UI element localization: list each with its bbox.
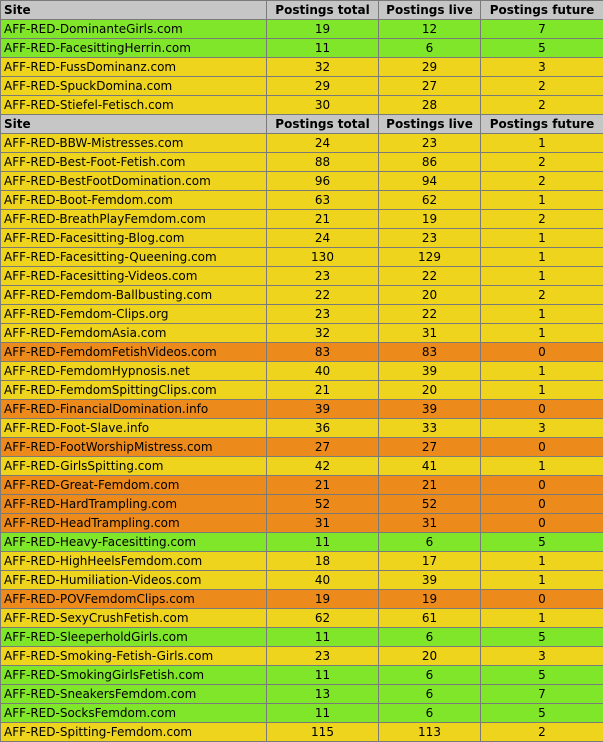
postings-future-cell: 0	[481, 438, 603, 457]
site-cell: AFF-RED-Humiliation-Videos.com	[1, 571, 267, 590]
postings-live-cell: 22	[379, 267, 481, 286]
postings-future-cell: 3	[481, 647, 603, 666]
postings-total-cell: 63	[267, 191, 379, 210]
postings-future-cell: 0	[481, 514, 603, 533]
header-row	[1, 1, 603, 20]
postings-future-cell: 2	[481, 723, 603, 742]
site-cell: AFF-RED-Heavy-Facesitting.com	[1, 533, 267, 552]
site-cell: AFF-RED-Facesitting-Videos.com	[1, 267, 267, 286]
table-row	[1, 96, 603, 115]
postings-total-cell: 24	[267, 134, 379, 153]
postings-total-cell: 18	[267, 552, 379, 571]
postings-total-cell: 40	[267, 362, 379, 381]
postings-live-cell: 52	[379, 495, 481, 514]
table-row	[1, 666, 603, 685]
postings-total-cell: 11	[267, 628, 379, 647]
postings-total-cell: 27	[267, 438, 379, 457]
postings-live-cell: 22	[379, 305, 481, 324]
postings-future-cell: 1	[481, 229, 603, 248]
site-cell: AFF-RED-SmokingGirlsFetish.com	[1, 666, 267, 685]
postings-total-cell: 23	[267, 267, 379, 286]
postings-total-cell: 22	[267, 286, 379, 305]
postings-future-cell: 5	[481, 666, 603, 685]
postings-total-cell: 13	[267, 685, 379, 704]
postings-total-cell: 11	[267, 666, 379, 685]
site-cell: AFF-RED-FinancialDomination.info	[1, 400, 267, 419]
postings-total-cell: 29	[267, 77, 379, 96]
postings-live-cell: 19	[379, 590, 481, 609]
postings-future-cell: 1	[481, 134, 603, 153]
postings-future-cell: 2	[481, 210, 603, 229]
postings-live-cell: 27	[379, 438, 481, 457]
site-cell: AFF-RED-HighHeelsFemdom.com	[1, 552, 267, 571]
postings-future-cell: 2	[481, 153, 603, 172]
postings-live-cell: 39	[379, 362, 481, 381]
postings-total-cell: 19	[267, 590, 379, 609]
column-header-postings-future: Postings future	[481, 1, 603, 20]
postings-future-cell: 5	[481, 628, 603, 647]
table-row	[1, 134, 603, 153]
postings-total-cell: 130	[267, 248, 379, 267]
postings-total-cell: 32	[267, 324, 379, 343]
table-row	[1, 324, 603, 343]
postings-total-cell: 19	[267, 20, 379, 39]
table-row	[1, 476, 603, 495]
postings-live-cell: 6	[379, 533, 481, 552]
table-row	[1, 77, 603, 96]
postings-future-cell: 5	[481, 533, 603, 552]
postings-future-cell: 2	[481, 96, 603, 115]
postings-total-cell: 23	[267, 305, 379, 324]
postings-future-cell: 2	[481, 77, 603, 96]
postings-live-cell: 29	[379, 58, 481, 77]
postings-future-cell: 7	[481, 685, 603, 704]
postings-future-cell: 1	[481, 571, 603, 590]
postings-future-cell: 2	[481, 172, 603, 191]
postings-live-cell: 94	[379, 172, 481, 191]
table-row	[1, 457, 603, 476]
postings-future-cell: 1	[481, 248, 603, 267]
table-row	[1, 286, 603, 305]
site-cell: AFF-RED-HardTrampling.com	[1, 495, 267, 514]
site-cell: AFF-RED-BreathPlayFemdom.com	[1, 210, 267, 229]
table-row	[1, 343, 603, 362]
postings-live-cell: 61	[379, 609, 481, 628]
postings-total-cell: 31	[267, 514, 379, 533]
postings-total-cell: 32	[267, 58, 379, 77]
postings-total-cell: 88	[267, 153, 379, 172]
postings-future-cell: 0	[481, 590, 603, 609]
site-cell: AFF-RED-SexyCrushFetish.com	[1, 609, 267, 628]
postings-live-cell: 31	[379, 324, 481, 343]
table-row	[1, 438, 603, 457]
postings-future-cell: 1	[481, 609, 603, 628]
site-cell: AFF-RED-Spitting-Femdom.com	[1, 723, 267, 742]
site-cell: AFF-RED-SocksFemdom.com	[1, 704, 267, 723]
table-row	[1, 58, 603, 77]
site-cell: AFF-RED-FussDominanz.com	[1, 58, 267, 77]
table-row	[1, 514, 603, 533]
postings-live-cell: 28	[379, 96, 481, 115]
postings-live-cell: 113	[379, 723, 481, 742]
postings-table-body	[1, 1, 603, 742]
postings-total-cell: 40	[267, 571, 379, 590]
postings-live-cell: 20	[379, 647, 481, 666]
table-row	[1, 229, 603, 248]
postings-live-cell: 17	[379, 552, 481, 571]
postings-live-cell: 6	[379, 666, 481, 685]
postings-live-cell: 19	[379, 210, 481, 229]
postings-total-cell: 11	[267, 39, 379, 58]
site-cell: AFF-RED-Best-Foot-Fetish.com	[1, 153, 267, 172]
column-header-postings-total: Postings total	[267, 115, 379, 134]
table-row	[1, 647, 603, 666]
postings-future-cell: 1	[481, 362, 603, 381]
postings-total-cell: 11	[267, 704, 379, 723]
postings-future-cell: 0	[481, 343, 603, 362]
postings-future-cell: 1	[481, 305, 603, 324]
postings-future-cell: 1	[481, 324, 603, 343]
site-cell: AFF-RED-FemdomSpittingClips.com	[1, 381, 267, 400]
postings-live-cell: 86	[379, 153, 481, 172]
table-row	[1, 172, 603, 191]
site-cell: AFF-RED-SpuckDomina.com	[1, 77, 267, 96]
postings-total-cell: 11	[267, 533, 379, 552]
table-row	[1, 419, 603, 438]
postings-total-cell: 39	[267, 400, 379, 419]
postings-live-cell: 39	[379, 400, 481, 419]
postings-total-cell: 23	[267, 647, 379, 666]
table-row	[1, 381, 603, 400]
table-row	[1, 267, 603, 286]
table-row	[1, 704, 603, 723]
site-cell: AFF-RED-Facesitting-Blog.com	[1, 229, 267, 248]
postings-live-cell: 129	[379, 248, 481, 267]
column-header-site: Site	[1, 1, 267, 20]
postings-total-cell: 21	[267, 476, 379, 495]
site-cell: AFF-RED-POVFemdomClips.com	[1, 590, 267, 609]
table-row	[1, 685, 603, 704]
site-cell: AFF-RED-FemdomFetishVideos.com	[1, 343, 267, 362]
site-cell: AFF-RED-FemdomAsia.com	[1, 324, 267, 343]
postings-future-cell: 2	[481, 286, 603, 305]
postings-live-cell: 6	[379, 685, 481, 704]
postings-future-cell: 1	[481, 191, 603, 210]
postings-future-cell: 7	[481, 20, 603, 39]
site-cell: AFF-RED-SneakersFemdom.com	[1, 685, 267, 704]
header-row	[1, 115, 603, 134]
postings-future-cell: 1	[481, 552, 603, 571]
postings-future-cell: 5	[481, 39, 603, 58]
postings-total-cell: 36	[267, 419, 379, 438]
postings-total-cell: 21	[267, 381, 379, 400]
postings-live-cell: 41	[379, 457, 481, 476]
table-row	[1, 153, 603, 172]
postings-future-cell: 1	[481, 267, 603, 286]
column-header-postings-total: Postings total	[267, 1, 379, 20]
site-cell: AFF-RED-Facesitting-Queening.com	[1, 248, 267, 267]
site-cell: AFF-RED-FacesittingHerrin.com	[1, 39, 267, 58]
postings-future-cell: 5	[481, 704, 603, 723]
table-row	[1, 628, 603, 647]
column-header-postings-future: Postings future	[481, 115, 603, 134]
postings-live-cell: 6	[379, 628, 481, 647]
site-cell: AFF-RED-BestFootDomination.com	[1, 172, 267, 191]
table-row	[1, 723, 603, 742]
site-cell: AFF-RED-Stiefel-Fetisch.com	[1, 96, 267, 115]
postings-future-cell: 0	[481, 495, 603, 514]
table-row	[1, 400, 603, 419]
table-row	[1, 533, 603, 552]
postings-total-cell: 115	[267, 723, 379, 742]
postings-total-cell: 42	[267, 457, 379, 476]
postings-future-cell: 3	[481, 419, 603, 438]
column-header-postings-live: Postings live	[379, 115, 481, 134]
postings-live-cell: 62	[379, 191, 481, 210]
site-cell: AFF-RED-HeadTrampling.com	[1, 514, 267, 533]
postings-total-cell: 83	[267, 343, 379, 362]
postings-total-cell: 24	[267, 229, 379, 248]
postings-live-cell: 6	[379, 39, 481, 58]
site-cell: AFF-RED-GirlsSpitting.com	[1, 457, 267, 476]
postings-total-cell: 21	[267, 210, 379, 229]
postings-live-cell: 31	[379, 514, 481, 533]
column-header-site: Site	[1, 115, 267, 134]
postings-live-cell: 33	[379, 419, 481, 438]
table-row	[1, 20, 603, 39]
site-cell: AFF-RED-BBW-Mistresses.com	[1, 134, 267, 153]
postings-live-cell: 27	[379, 77, 481, 96]
site-cell: AFF-RED-Smoking-Fetish-Girls.com	[1, 647, 267, 666]
site-cell: AFF-RED-FootWorshipMistress.com	[1, 438, 267, 457]
postings-live-cell: 23	[379, 134, 481, 153]
postings-live-cell: 6	[379, 704, 481, 723]
table-row	[1, 590, 603, 609]
postings-live-cell: 23	[379, 229, 481, 248]
postings-future-cell: 0	[481, 400, 603, 419]
postings-total-cell: 62	[267, 609, 379, 628]
table-row	[1, 191, 603, 210]
table-row	[1, 210, 603, 229]
table-row	[1, 362, 603, 381]
postings-live-cell: 20	[379, 286, 481, 305]
postings-future-cell: 1	[481, 457, 603, 476]
postings-future-cell: 0	[481, 476, 603, 495]
site-cell: AFF-RED-SleeperholdGirls.com	[1, 628, 267, 647]
site-cell: AFF-RED-Foot-Slave.info	[1, 419, 267, 438]
table-row	[1, 571, 603, 590]
column-header-postings-live: Postings live	[379, 1, 481, 20]
table-row	[1, 39, 603, 58]
postings-live-cell: 39	[379, 571, 481, 590]
postings-total-cell: 52	[267, 495, 379, 514]
postings-future-cell: 3	[481, 58, 603, 77]
postings-live-cell: 20	[379, 381, 481, 400]
postings-total-cell: 30	[267, 96, 379, 115]
table-row	[1, 552, 603, 571]
table-row	[1, 495, 603, 514]
site-cell: AFF-RED-Boot-Femdom.com	[1, 191, 267, 210]
postings-live-cell: 12	[379, 20, 481, 39]
site-cell: AFF-RED-Femdom-Ballbusting.com	[1, 286, 267, 305]
postings-live-cell: 21	[379, 476, 481, 495]
site-cell: AFF-RED-Femdom-Clips.org	[1, 305, 267, 324]
site-cell: AFF-RED-DominanteGirls.com	[1, 20, 267, 39]
table-row	[1, 248, 603, 267]
postings-total-cell: 96	[267, 172, 379, 191]
postings-live-cell: 83	[379, 343, 481, 362]
table-row	[1, 305, 603, 324]
site-cell: AFF-RED-FemdomHypnosis.net	[1, 362, 267, 381]
table-row	[1, 609, 603, 628]
site-cell: AFF-RED-Great-Femdom.com	[1, 476, 267, 495]
postings-future-cell: 1	[481, 381, 603, 400]
